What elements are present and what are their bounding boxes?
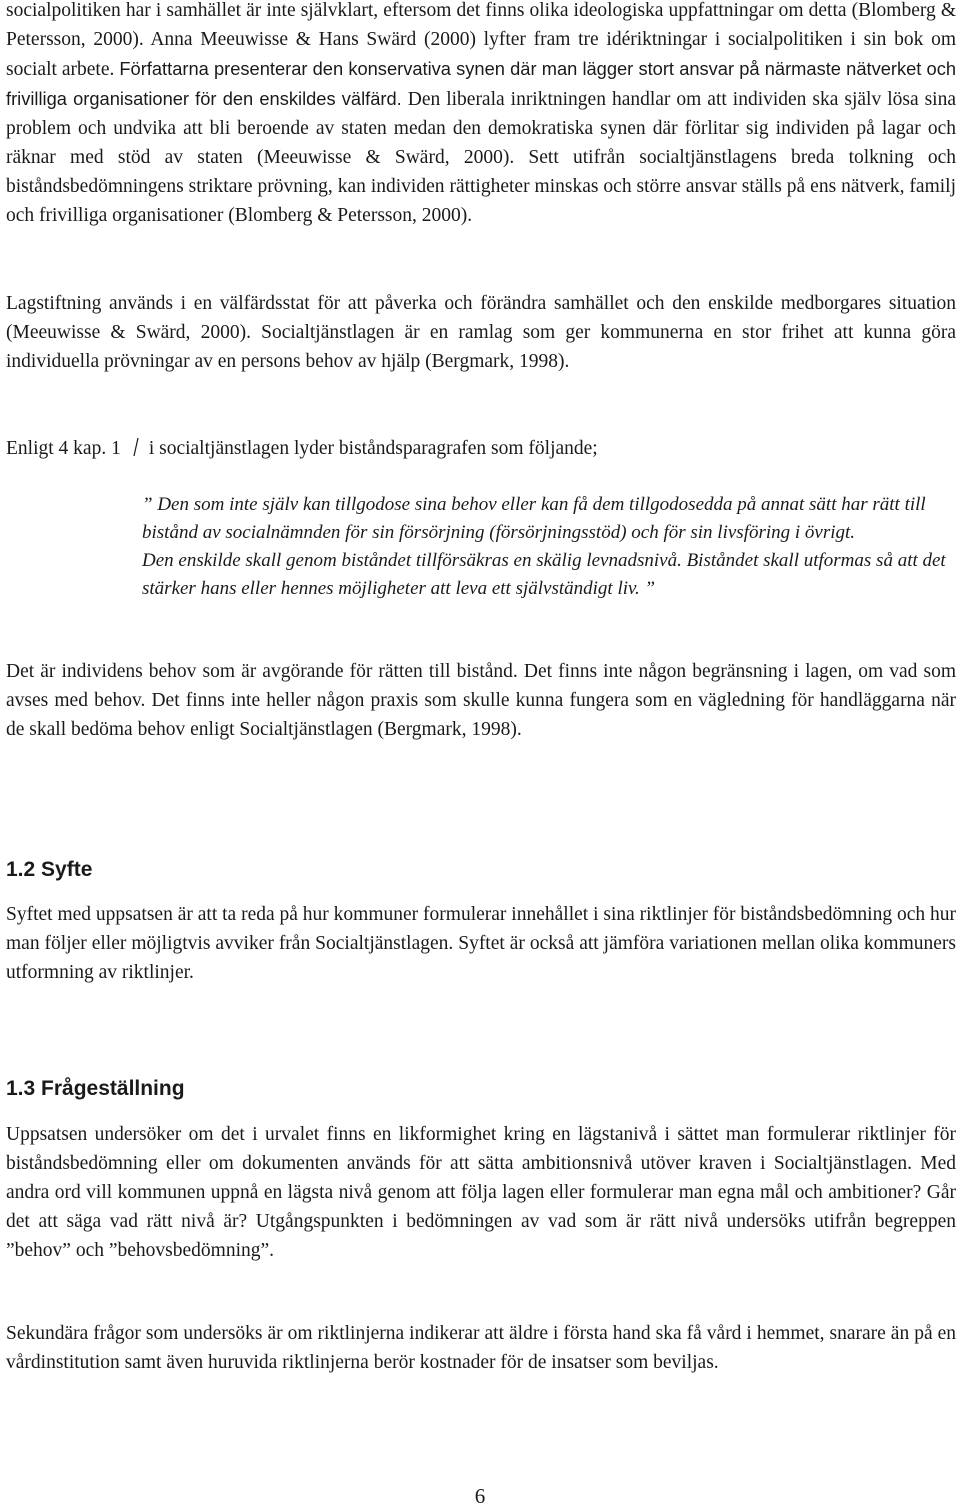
law-quote [142, 491, 947, 603]
paragraph-enligt [6, 434, 956, 463]
paragraph-text: Sekundära frågor som undersöks är om riktlinjerna indikerar att äldre i första hand ska få vård i hemmet, snarare än på en vårdinstitution samt även huruvida riktlinjerna berör kostnader för de insatser som beviljas. [6, 1323, 956, 1373]
paragraph-text: Den liberala inriktningen handlar om att individen ska själv lösa sina problem och undvika att bli beroende av staten medan den demokratiska synen där förlitar sig individen på lagar och räknar med stöd av staten (Meeuwisse & Swärd, 2000). Sett utifrån socialtjänstlagens breda tolkning och biståndsbedömningens striktare prövning, kan individen rättigheter minskas och större ansvar ställs på ens nätverk, familj och frivilliga organisationer (Blomberg & Petersson, 2000). [6, 89, 957, 226]
page-number: 6 [474, 1484, 486, 1508]
paragraph-lagstiftning [6, 289, 956, 376]
quote-line: Den enskilde skall genom biståndet tillförsäkras en skälig levnadsnivå. Biståndet skall utformas så att det stärker hans eller hennes möjligheter att leva ett självständigt liv. ” [142, 550, 946, 599]
footnote-mark-icon [131, 436, 141, 458]
paragraph-text: Uppsatsen undersöker om det i urvalet finns en likformighet kring en lägstanivå i sättet man formulerar riktlinjer för biståndsbedömning eller om dokumenten används för att sätta ambitionsnivå utöver kraven i Socialtjänstlagen. Med andra ord vill kommunen uppnå en lägsta nivå genom att följa lagen eller formulerar man egna mål och ambitioner? Går det att säga vad rätt nivå är? Utgångspunkten i bedömningen av vad som är rätt nivå undersöks utifrån begreppen ”behov” och ”behovsbedömning”. [6, 1124, 956, 1261]
paragraph-syfte [6, 900, 956, 987]
paragraph-text: i socialtjänstlagen lyder biståndsparagrafen som följande; [148, 438, 598, 459]
paragraph-text-sans: Författarna presenterar den konservativa synen där man lägger stort ansvar på närmaste nätverket och frivilliga organisationer för den enskildes välfärd. [6, 58, 957, 109]
paragraph-text: Enligt 4 kap. 1 [6, 438, 121, 459]
paragraph-socialpolitik [6, 0, 956, 230]
paragraph-text: Det är individens behov som är avgörande för rätten till bistånd. Det finns inte någon begränsning i lagen, om vad som avses med behov. Det finns inte heller någon praxis som skulle kunna fungera som en vägledning för handläggarna när de skall bedöma behov enligt Socialtjänstlagen (Bergmark, 1998). [6, 661, 956, 740]
paragraph-text: socialpolitiken har i samhället är inte självklart, eftersom det finns olika ideologiska uppfattningar om detta (Blomberg & Petersson, 2000). Anna Meeuwisse & Hans Swärd (2000) lyfter fram tre idériktningar i socialpolitiken i sin bok om socialt arbete. [6, 0, 956, 80]
paragraph-sekundara [6, 1319, 956, 1377]
paragraph-behov [6, 657, 956, 744]
section-heading-fragestallning: 1.3 Frågeställning [6, 1077, 185, 1100]
paragraph-text: Lagstiftning används i en välfärdsstat för att påverka och förändra samhället och den enskilde medborgares situation (Meeuwisse & Swärd, 2000). Socialtjänstlagen är en ramlag som ger kommunerna en stor frihet att kunna göra individuella prövningar av en persons behov av hjälp (Bergmark, 1998). [6, 293, 956, 372]
paragraph-text: Syftet med uppsatsen är att ta reda på hur kommuner formulerar innehållet i sina riktlinjer för biståndsbedömning och hur man följer eller möjligtvis avviker från Socialtjänstlagen. Syftet är också att jämföra variationen mellan olika kommuners utformning av riktlinjer. [6, 904, 956, 983]
quote-line: ” Den som inte själv kan tillgodose sina behov eller kan få dem tillgodosedda på annat sätt har rätt till bistånd av socialnämnden för sin försörjning (försörjningsstöd) och för sin livsföring i övrigt. [142, 494, 926, 543]
paragraph-fragestallning [6, 1120, 956, 1265]
section-heading-syfte: 1.2 Syfte [6, 858, 93, 881]
